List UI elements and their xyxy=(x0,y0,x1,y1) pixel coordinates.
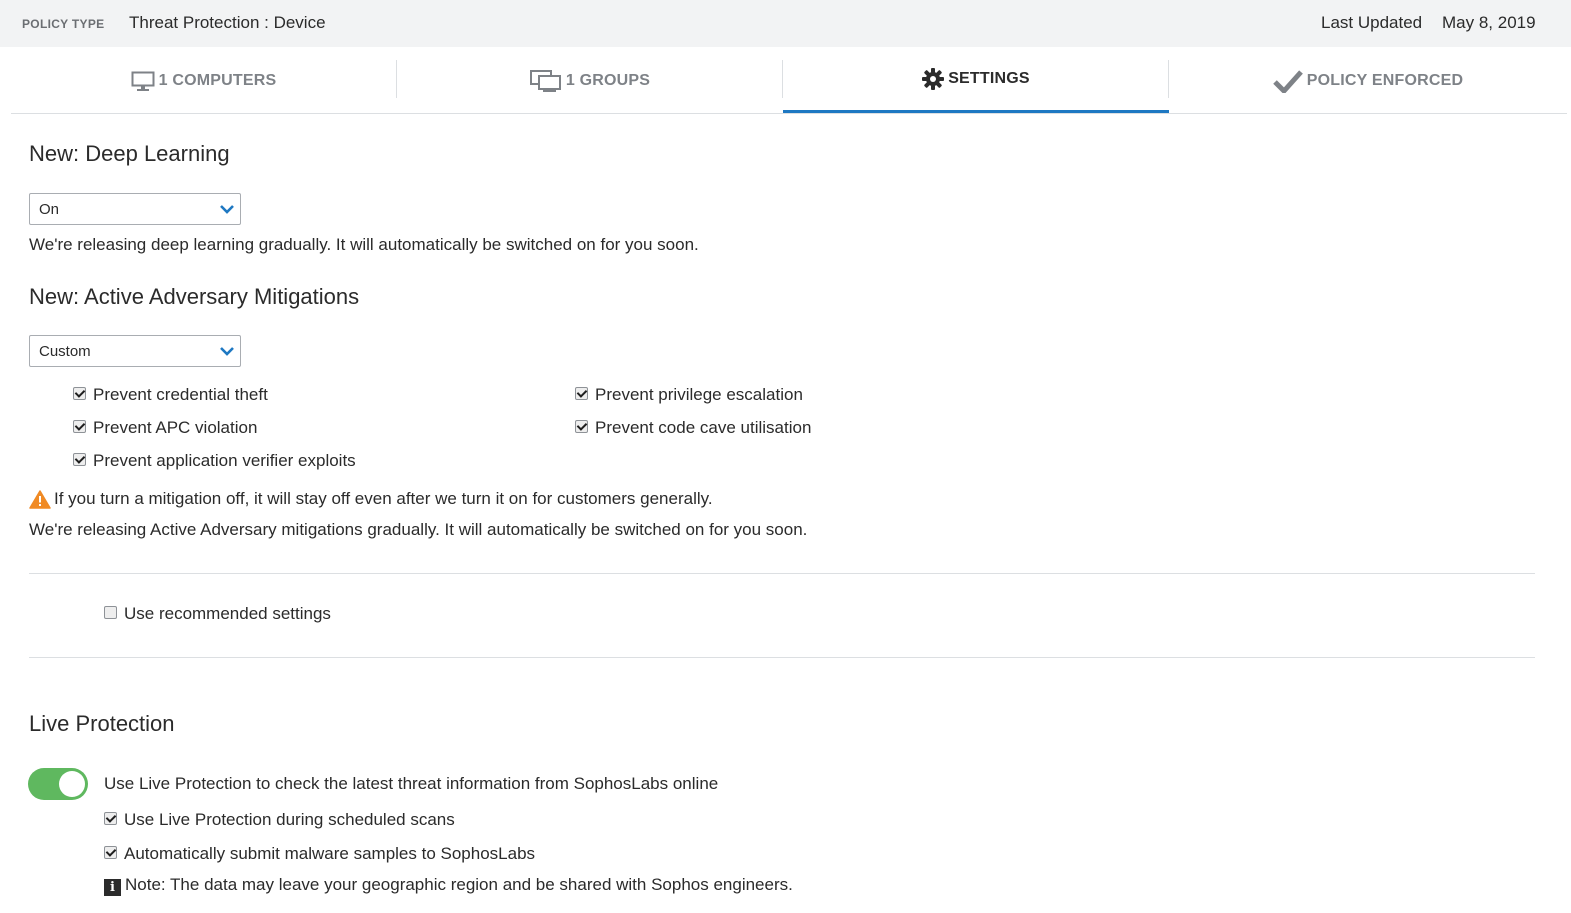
live-protection-title: Live Protection xyxy=(29,711,175,736)
checkbox-label: Prevent application verifier exploits xyxy=(93,451,356,470)
deep-learning-title: New: Deep Learning xyxy=(29,141,230,166)
live-protection-toggle[interactable] xyxy=(28,768,88,800)
policy-tabs xyxy=(11,48,1567,114)
checkbox-box[interactable] xyxy=(104,812,117,825)
tab-settings[interactable] xyxy=(783,48,1169,113)
checkmark-icon xyxy=(1273,69,1303,93)
deep-learning-select[interactable] xyxy=(29,193,241,225)
checkbox-label: Use Live Protection during scheduled scans xyxy=(124,810,455,829)
checkbox-label: Prevent privilege escalation xyxy=(595,385,803,404)
tab-settings-label: SETTINGS xyxy=(948,70,1030,87)
policy-type-value: Threat Protection : Device xyxy=(129,13,326,32)
policy-type-label: POLICY TYPE xyxy=(22,17,105,31)
section-divider xyxy=(29,573,1535,574)
last-updated-value: May 8, 2019 xyxy=(1442,13,1536,32)
prevent-app-verifier-exploits-checkbox[interactable] xyxy=(73,451,356,471)
checkbox-box[interactable] xyxy=(73,420,86,433)
checkbox-label: Automatically submit malware samples to SophosLabs xyxy=(124,844,536,863)
warning-text: If you turn a mitigation off, it will stay off even after we turn it on for customers generally. xyxy=(54,489,713,508)
info-icon: i xyxy=(104,879,121,896)
tab-groups-label: 1 GROUPS xyxy=(565,71,651,89)
active-adversary-note: We're releasing Active Adversary mitigations gradually. It will automatically be switched on for you soon. xyxy=(29,520,808,539)
section-divider xyxy=(29,657,1535,658)
checkbox-box[interactable] xyxy=(104,606,117,619)
prevent-apc-violation-checkbox[interactable] xyxy=(73,418,257,438)
checkbox-box[interactable] xyxy=(575,387,588,400)
checkbox-label: Prevent credential theft xyxy=(93,385,268,404)
monitors-icon xyxy=(530,70,562,92)
active-adversary-select-value: Custom xyxy=(39,343,91,360)
live-protection-toggle-label: Use Live Protection to check the latest threat information from SophosLabs online xyxy=(104,774,719,793)
live-protection-scheduled-scans-checkbox[interactable] xyxy=(104,810,455,830)
use-recommended-settings-checkbox[interactable] xyxy=(104,604,331,624)
policy-header xyxy=(0,0,1571,47)
active-adversary-title: New: Active Adversary Mitigations xyxy=(29,284,360,309)
checkbox-box[interactable] xyxy=(73,453,86,466)
deep-learning-note: We're releasing deep learning gradually. It will automatically be switched on for you soon. xyxy=(29,235,699,254)
warning-icon xyxy=(29,490,51,509)
tab-computers[interactable] xyxy=(11,48,396,113)
checkbox-box[interactable] xyxy=(575,420,588,433)
checkbox-label: Prevent APC violation xyxy=(93,418,258,437)
prevent-credential-theft-checkbox[interactable] xyxy=(73,385,268,405)
data-region-note xyxy=(104,875,793,895)
prevent-code-cave-checkbox[interactable] xyxy=(575,418,811,438)
toggle-knob xyxy=(59,771,85,797)
chevron-down-icon xyxy=(219,343,235,363)
mitigation-warning xyxy=(29,489,713,509)
tab-computers-label: 1 COMPUTERS xyxy=(158,71,277,89)
checkbox-label: Use recommended settings xyxy=(124,604,331,623)
tab-policy-enforced[interactable] xyxy=(1169,48,1567,113)
checkbox-box[interactable] xyxy=(104,846,117,859)
prevent-privilege-escalation-checkbox[interactable] xyxy=(575,385,803,405)
note-text: Note: The data may leave your geographic region and be shared with Sophos engineers. xyxy=(125,875,793,894)
tab-groups[interactable] xyxy=(397,48,783,113)
checkbox-box[interactable] xyxy=(73,387,86,400)
checkbox-label: Prevent code cave utilisation xyxy=(595,418,812,437)
chevron-down-icon xyxy=(219,201,235,221)
gear-icon xyxy=(922,68,944,90)
submit-malware-samples-checkbox[interactable] xyxy=(104,844,535,864)
tab-policy-enforced-label: POLICY ENFORCED xyxy=(1306,71,1464,89)
deep-learning-select-value: On xyxy=(39,201,60,218)
last-updated-label: Last Updated xyxy=(1321,13,1423,32)
monitor-icon xyxy=(131,71,155,91)
active-adversary-select[interactable] xyxy=(29,335,241,367)
